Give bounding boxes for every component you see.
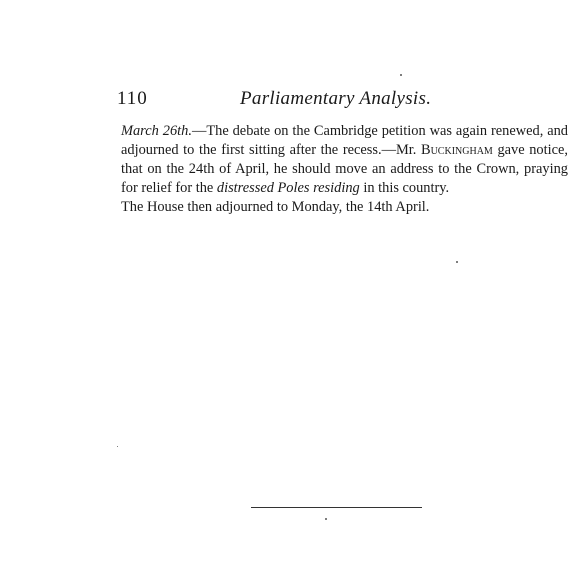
- paragraph-text-c: in this country.: [359, 180, 450, 196]
- print-speck: [400, 74, 402, 76]
- paragraph-text: The House then adjourned to Monday, the 14th April.: [121, 199, 430, 215]
- print-speck: [117, 446, 118, 447]
- running-title: Parliamentary Analysis.: [240, 88, 432, 109]
- entry-date: March 26th.: [121, 123, 192, 139]
- print-speck: [456, 261, 458, 263]
- member-name: Buckingham: [420, 142, 493, 158]
- paragraph-adjournment: [121, 198, 568, 217]
- emphasis-text: distressed Poles residing: [216, 180, 360, 196]
- paragraph-text-a: —The debate on the Cambridge petition was again renewed, and adjourned to the first sitting after the recess.—Mr.: [121, 123, 568, 158]
- print-speck: [325, 518, 327, 520]
- body-text: [121, 122, 568, 217]
- paragraph-text-b: gave notice, that on the 24th of April, he should move an address to the Crown, praying for relief for the: [121, 142, 568, 196]
- page-number: 110: [117, 88, 148, 109]
- footer-rule: [251, 507, 422, 508]
- paragraph-march-26: [121, 122, 568, 198]
